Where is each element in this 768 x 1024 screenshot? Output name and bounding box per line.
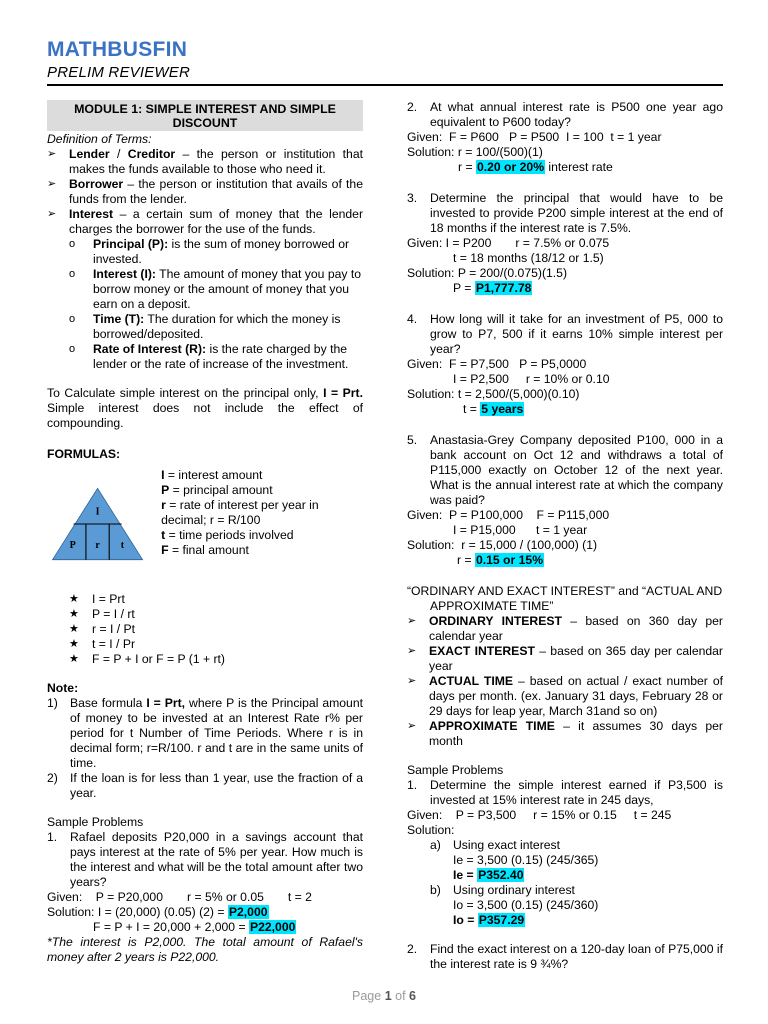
- subterm-principal: o Principal (P): is the sum of money borrowed or invested.: [69, 237, 350, 266]
- def-r: r = rate of interest per year in decimal; r = R/100: [161, 498, 319, 527]
- answer-highlight: P1,777.78: [475, 281, 532, 295]
- star-bullet-icon: ★: [69, 593, 79, 605]
- right-column: [407, 100, 723, 972]
- sample-1-a-calc: Ie = 3,500 (0.15) (245/365): [453, 853, 599, 867]
- sample-1-a: a) Using exact interest: [430, 838, 561, 852]
- star-bullet-icon: ★: [69, 638, 79, 650]
- subterm-interest: o Interest (I): The amount of money that you pay to borrow money or the amount of money that you earn on a deposit.: [69, 267, 362, 311]
- arrow-bullet-icon: ➢: [407, 615, 417, 627]
- answer-highlight: P352.40: [478, 868, 524, 882]
- note-heading: Note:: [47, 681, 79, 695]
- formulas-heading: FORMULAS:: [47, 447, 121, 461]
- type-ordinary-interest: ➢ ORDINARY INTEREST – based on 360 day per calendar year: [407, 614, 723, 643]
- arrow-bullet-icon: ➢: [407, 645, 417, 657]
- star-bullet-icon: ★: [69, 608, 79, 620]
- header-rule: [47, 84, 723, 86]
- formula-item: ★ I = Prt: [69, 592, 125, 606]
- definition-heading: Definition of Terms:: [47, 132, 152, 146]
- sample-1-a-answer: Ie = P352.40: [453, 868, 524, 882]
- variable-definitions: [161, 468, 363, 572]
- problem-5-given-2: I = P15,000 t = 1 year: [453, 523, 588, 537]
- answer-highlight: P2,000: [228, 905, 268, 919]
- problem-4-given-2: I = P2,500 r = 10% or 0.10: [453, 372, 610, 386]
- type-actual-time: ➢ ACTUAL TIME – based on actual / exact number of days per month. (ex. January 31 days, February 28 or 29 days for leap year, March 31and so on): [407, 674, 723, 718]
- doc-title: MATHBUSFIN: [47, 38, 188, 61]
- sample-1-b-calc: Io = 3,500 (0.15) (245/360): [453, 898, 599, 912]
- circle-bullet-icon: o: [69, 313, 76, 325]
- answer-highlight: P357.29: [478, 913, 525, 927]
- problem-4-solution: Solution: t = 2,500/(5,000)(0.10): [407, 387, 580, 401]
- answer-highlight: 0.20 or 20%: [476, 160, 545, 174]
- arrow-bullet-icon: ➢: [407, 675, 417, 687]
- sample-1-b: b) Using ordinary interest: [430, 883, 575, 897]
- note-2: 2) If the loan is for less than 1 year, use the fraction of a year.: [47, 771, 363, 800]
- subterm-time: o Time (T): The duration for which the money is borrowed/deposited.: [69, 312, 341, 341]
- problem-4-text: 4. How long will it take for an investment of P5, 000 to grow to P7, 500 if it earns 10% simple interest per year?: [407, 312, 723, 356]
- problem-1-text: 1. Rafael deposits P20,000 in a savings account that pays interest at the rate of 5% per year. How much is the interest and what will be the total amount after two years?: [47, 830, 363, 889]
- formula-item: ★ P = I / rt: [69, 607, 135, 621]
- star-bullet-icon: ★: [69, 653, 79, 665]
- sample-1-text: 1. Determine the simple interest earned if P3,500 is invested at 15% interest rate in 245 days,: [407, 778, 723, 807]
- formula-triangle: [51, 476, 144, 572]
- problem-1-given: Given: P = P20,000 r = 5% or 0.05 t = 2: [47, 890, 312, 904]
- sample-heading-right: Sample Problems: [407, 763, 504, 777]
- arrow-bullet-icon: ➢: [47, 178, 57, 190]
- answer-highlight: P22,000: [249, 920, 296, 934]
- def-f: F = final amount: [161, 543, 249, 557]
- def-t: t = time periods involved: [161, 528, 294, 542]
- problem-3-answer: P = P1,777.78: [453, 281, 532, 295]
- problem-4-given: Given: F = P7,500 P = P5,0000: [407, 357, 587, 371]
- sample-2-text: 2. Find the exact interest on a 120-day loan of P75,000 if the interest rate is 9 ¾%?: [407, 942, 723, 971]
- circle-bullet-icon: o: [69, 268, 76, 280]
- problem-3-given-2: t = 18 months (18/12 or 1.5): [453, 251, 604, 265]
- left-column: [47, 100, 363, 965]
- triangle-label-r: r: [95, 540, 100, 552]
- triangle-label-p: P: [69, 540, 76, 552]
- answer-highlight: 0.15 or 15%: [475, 553, 544, 567]
- problem-2-solution: Solution: r = 100/(500)(1): [407, 145, 543, 159]
- subterm-rate: o Rate of Interest (R): is the rate charged by the lender or the rate of increase of the investment.: [69, 342, 349, 371]
- circle-bullet-icon: o: [69, 343, 76, 355]
- problem-3-given: Given: I = P200 r = 7.5% or 0.075: [407, 236, 610, 250]
- problem-3-solution: Solution: P = 200/(0.075)(1.5): [407, 266, 568, 280]
- doc-subtitle: PRELIM REVIEWER: [47, 64, 191, 81]
- arrow-bullet-icon: ➢: [407, 720, 417, 732]
- term-borrower: ➢ Borrower – the person or institution that avails of the funds from the lender.: [47, 177, 363, 206]
- arrow-bullet-icon: ➢: [47, 208, 57, 220]
- total-pages: 6: [409, 989, 416, 1003]
- page-footer: Page 1 of 6: [352, 989, 416, 1003]
- problem-3-text: 3. Determine the principal that would have to be invested to provide P200 simple interest at the end of 18 months if the interest rate is 7.5%.: [407, 191, 723, 235]
- formula-item: ★ t = I / Pr: [69, 637, 136, 651]
- problem-1-total: F = P + I = 20,000 + 2,000 = P22,000: [93, 920, 296, 934]
- sample-1-b-answer: Io = P357.29: [453, 913, 525, 927]
- def-p: P = principal amount: [161, 483, 273, 497]
- problem-5-solution: Solution: r = 15,000 / (100,000) (1): [407, 538, 598, 552]
- note-1: 1) Base formula I = Prt, where P is the Principal amount of money to be invested at an Interest Rate r% per period for t Number of Time Periods. Where r is in decimal form; r=R/100. r and t are in the same units of time.: [47, 696, 363, 770]
- type-approximate-time: ➢ APPROXIMATE TIME – it assumes 30 days per month: [407, 719, 723, 748]
- def-i: I = interest amount: [161, 468, 263, 482]
- problem-1-conclusion: *The interest is P2,000. The total amount of Rafael's money after 2 years is P22,000.: [47, 935, 363, 964]
- module-title: MODULE 1: SIMPLE INTEREST AND SIMPLE DISCOUNT: [47, 100, 363, 131]
- formula-triangle-block: [47, 468, 363, 572]
- formula-item: ★ F = P + I or F = P (1 + rt): [69, 652, 225, 666]
- term-lender: ➢ Lender / Creditor – the person or institution that makes the funds available to those who need it.: [47, 147, 363, 176]
- arrow-bullet-icon: ➢: [47, 148, 57, 160]
- calc-paragraph: To Calculate simple interest on the principal only, I = Prt. Simple interest does not include the effect of compounding.: [47, 386, 363, 430]
- problem-2-given: Given: F = P600 P = P500 I = 100 t = 1 year: [407, 130, 662, 144]
- problem-5-text: 5. Anastasia-Grey Company deposited P100, 000 in a bank account on Oct 12 and withdraws a total of P115,000 exactly on October 12 of the next year. What is the annual interest rate at which the company was paid?: [407, 433, 723, 507]
- sample-1-solution: Solution:: [407, 823, 455, 837]
- problem-1-solution: Solution: I = (20,000) (0.05) (2) = P2,000: [47, 905, 268, 919]
- problem-4-answer: t = 5 years: [463, 402, 524, 416]
- type-exact-interest: ➢ EXACT INTEREST – based on 365 day per calendar year: [407, 644, 723, 673]
- ordinary-exact-heading: “ORDINARY AND EXACT INTEREST” and “ACTUAL AND APPROXIMATE TIME”: [407, 584, 723, 613]
- answer-highlight: 5 years: [481, 402, 524, 416]
- circle-bullet-icon: o: [69, 238, 76, 250]
- problem-5-answer: r = 0.15 or 15%: [457, 553, 544, 567]
- sample-heading: Sample Problems: [47, 815, 144, 829]
- star-bullet-icon: ★: [69, 623, 79, 635]
- sample-1-given: Given: P = P3,500 r = 15% or 0.15 t = 245: [407, 808, 672, 822]
- term-interest: ➢ Interest – a certain sum of money that the lender charges the borrower for the use of the funds.: [47, 207, 363, 236]
- problem-5-given: Given: P = P100,000 F = P115,000: [407, 508, 610, 522]
- triangle-label-t: t: [120, 540, 125, 552]
- triangle-label-i: I: [95, 506, 100, 518]
- problem-2-text: 2. At what annual interest rate is P500 one year ago equivalent to P600 today?: [407, 100, 723, 129]
- formula-item: ★ r = I / Pt: [69, 622, 136, 636]
- problem-2-answer: r = 0.20 or 20% interest rate: [458, 160, 613, 174]
- current-page-number: 1: [384, 989, 392, 1003]
